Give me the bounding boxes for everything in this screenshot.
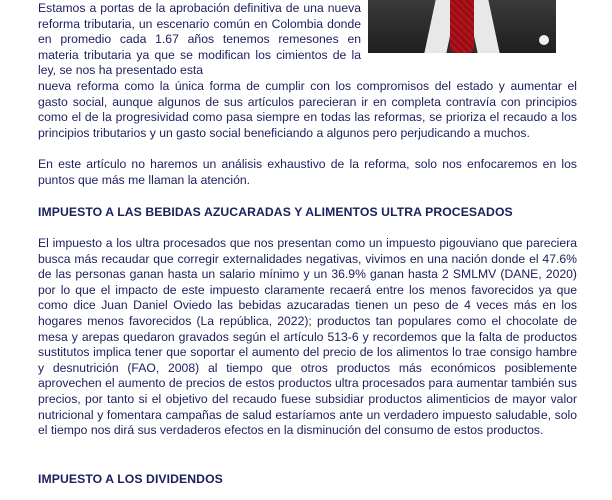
author-photo <box>368 0 556 53</box>
section-heading-dividends: IMPUESTO A LOS DIVIDENDOS <box>38 472 223 486</box>
lapel-pin-icon <box>539 35 549 45</box>
red-tie-shape <box>450 0 474 53</box>
section-heading-ultraprocessed: IMPUESTO A LAS BEBIDAS AZUCARADAS Y ALIMENTOS ULTRA PROCESADOS <box>38 205 513 219</box>
scope-paragraph: En este artículo no haremos un análisis exhaustivo de la reforma, solo nos enfocaremos en los puntos que más me llaman la atención. <box>38 157 577 187</box>
intro-paragraph-continued: nueva reforma como la única forma de cumplir con los compromisos del estado y aumentar el gasto social, aunque algunos de sus artículos parecieran ir en completa contravía con principios como el de la progresividad como pasa siempre en todas las reformas, se prioriza el recaudo a los principios tributarios y un gasto social beneficiando a algunos pero perjudicando a muchos. <box>38 79 577 140</box>
intro-paragraph-wrapped: Estamos a portas de la aprobación definitiva de una nueva reforma tributaria, un escenario común en Colombia donde en promedio cada 1.67 años tenemos remesones en materia tributaria ya que se modifican los cimientos de la ley, se nos ha presentado esta <box>38 1 361 78</box>
ultraprocessed-tax-paragraph: El impuesto a los ultra procesados que nos presentan como un impuesto pigouviano que pareciera busca más recaudar que corregir externalidades negativas, vivimos en una nación donde el 47.6% de las personas ganan hasta un salario mínimo y un 36.9% ganan hasta 2 SMLMV (DANE, 2020) por lo que el impacto de este impuesto claramente recaerá entre los menos favorecidos ya que como dice Juan Daniel Oviedo las bebidas azucaradas tienen un peso de 4 veces más en los hogares menos favorecidos (La república, 2022); productos tan populares como el chocolate de mesa y arepas quedaron gravados según el artículo 513-6 y recordemos que la falta de productos sustitutos implica tener que soportar el aumento del precio de los alimentos lo trae consigo hambre y desnutrición (FAO, 2008) al tiempo que otros productos más económicos posiblemente aprovechen el aumento de precios de estos productos ultra procesados para aumentar también sus precios, por tanto si el objetivo del recaudo fuese subsidiar productos alimenticios de mayor valor nutricional y fomentara campañas de salud estaríamos ante un verdadero impuesto saludable, solo el tiempo nos dirá sus verdaderos efectos en la disminución del consumo de estos productos. <box>38 236 577 438</box>
